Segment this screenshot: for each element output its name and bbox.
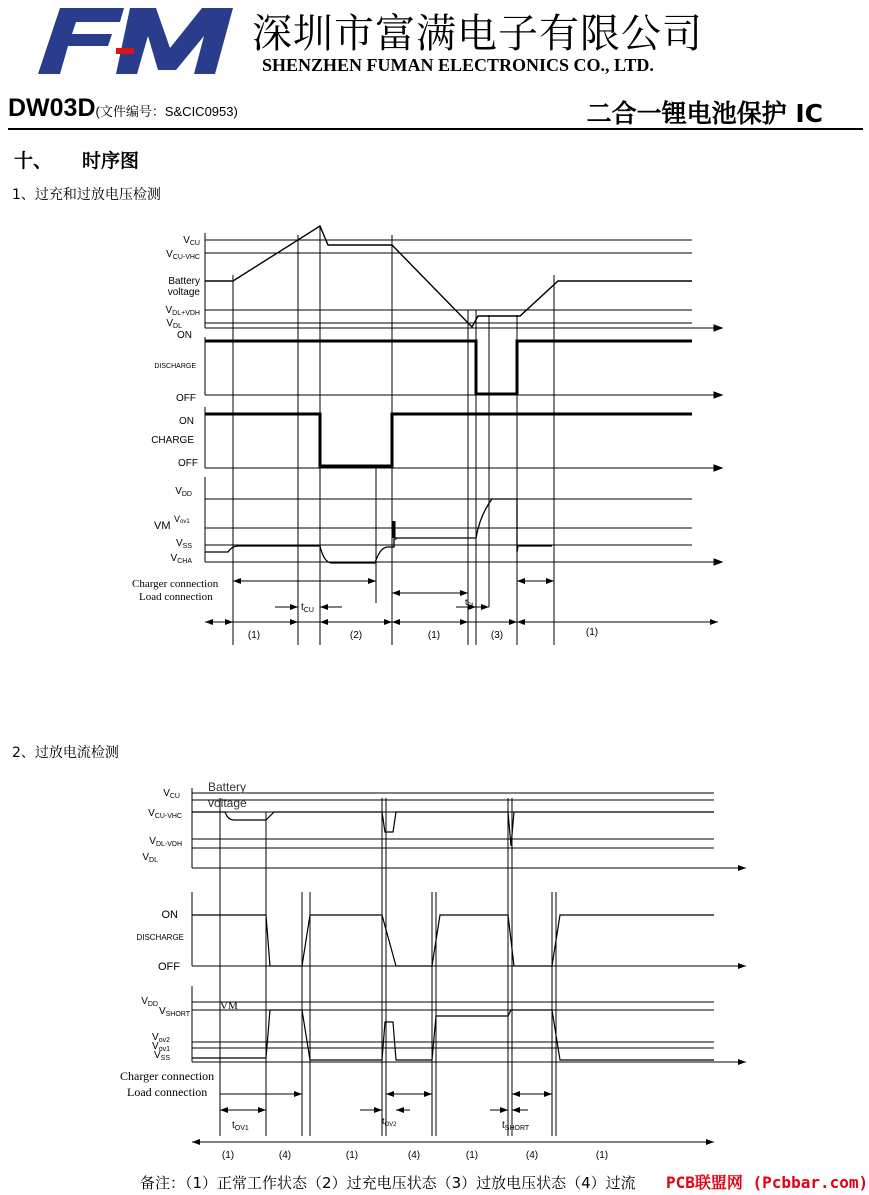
arrowhead [512, 1107, 520, 1113]
arrowhead [714, 465, 722, 471]
battery-voltage-waveform [192, 812, 714, 846]
label-vss: $V_{SS}$ [175, 538, 192, 550]
label-discharge-off: OFF [158, 961, 180, 973]
label-vdl-vdh: $V_{DL+VDH}$ [165, 305, 200, 317]
label-vdl: $V_{DL}$ [166, 318, 182, 330]
label-vdl: $V_{DL}$ [142, 852, 158, 864]
label-discharge-on: ON [161, 909, 178, 921]
label-charger-connection: Charger connection [132, 578, 219, 590]
arrowhead [544, 1091, 552, 1097]
state-label: (1) [427, 630, 441, 641]
label-tcu: $t_{CU}$ [301, 602, 314, 614]
label-tov1: $t_{OV1}$ [232, 1120, 249, 1132]
arrowhead [546, 578, 554, 584]
label-discharge-off: OFF [176, 393, 196, 404]
label-discharge: DISCHARGE [154, 363, 196, 370]
label-vov1: Vov1 [174, 514, 190, 525]
arrowhead [205, 619, 213, 625]
arrowhead [192, 1139, 200, 1145]
state-label: (4) [278, 1150, 292, 1161]
vm-waveform [192, 1010, 714, 1060]
arrowhead [225, 619, 233, 625]
label-vcu: $V_{CU}$ [183, 235, 200, 247]
arrowhead [509, 619, 517, 625]
arrowhead [220, 1107, 228, 1113]
state-label: (4) [407, 1150, 421, 1161]
label-vov2: $V_{ov2}$ [152, 1032, 170, 1044]
section-heading [14, 146, 139, 173]
doc-code: (文件编号：S&CIC0953) [95, 104, 238, 119]
arrowhead [368, 578, 376, 584]
state-label: (1) [585, 627, 599, 638]
company-name-en: SHENZHEN FUMAN ELECTRONICS CO., LTD. [262, 55, 654, 75]
arrowhead [290, 619, 298, 625]
timing-diagram-current [110, 776, 750, 1171]
label-vm: VM [220, 1000, 238, 1012]
label-battery: Battery [208, 780, 247, 794]
section-title: 时序图 [82, 150, 140, 172]
arrowhead [481, 604, 489, 610]
arrowhead [738, 865, 746, 871]
arrowhead [714, 559, 722, 565]
label-vcu-vhc: $V_{CU-VHC}$ [148, 808, 182, 820]
label-voltage: voltage [167, 287, 200, 298]
label-load-connection: Load connection [139, 591, 213, 603]
label-charge-on: ON [179, 416, 194, 427]
label-vcu: $V_{CU}$ [163, 788, 180, 800]
label-charge: CHARGE [151, 435, 194, 446]
arrowhead [517, 619, 525, 625]
watermark: PCB联盟网 (Pcbbar.com) [666, 1173, 869, 1192]
logo-accent [116, 48, 134, 54]
arrowhead [738, 1059, 746, 1065]
arrowhead [294, 1091, 302, 1097]
arrowhead [386, 1091, 394, 1097]
label-vcu-vhc: $V_{CU-VHC}$ [166, 249, 200, 261]
label-vss: $V_{SS}$ [153, 1050, 170, 1062]
arrowhead [460, 619, 468, 625]
discharge-waveform [205, 341, 692, 394]
arrowhead [290, 604, 298, 610]
vm-waveform [205, 499, 552, 563]
arrowhead [320, 619, 328, 625]
state-label: (1) [247, 630, 261, 641]
state-label: (1) [465, 1150, 479, 1161]
label-tshort: $t_{SHORT}$ [502, 1120, 530, 1132]
arrowhead [512, 1091, 520, 1097]
arrowhead [714, 325, 722, 331]
arrowhead [738, 963, 746, 969]
state-label: (4) [525, 1150, 539, 1161]
doc-model [8, 94, 238, 123]
charge-waveform [205, 414, 692, 466]
label-charge-off: OFF [178, 458, 198, 469]
arrowhead [710, 619, 718, 625]
company-name-cn: 深圳市富满电子有限公司 [252, 11, 703, 57]
label-load-connection: Load connection [127, 1085, 208, 1099]
label-vcha: $V_{CHA}$ [170, 553, 192, 565]
arrowhead [396, 1107, 404, 1113]
product-title: 二合一锂电池保护 IC [586, 99, 823, 128]
model-number: DW03D [8, 94, 96, 122]
timing-diagram-voltage [120, 215, 730, 645]
label-discharge-on: ON [177, 330, 192, 341]
diagram2-title: 2、过放电流检测 [12, 745, 119, 761]
arrowhead [714, 392, 722, 398]
state-label: (1) [221, 1150, 235, 1161]
label-vshort: $V_{SHORT}$ [158, 1006, 190, 1018]
state-label: (2) [349, 630, 363, 641]
state-label: (1) [595, 1150, 609, 1161]
label-vdl-vdh: $V_{DL-VDH}$ [149, 836, 182, 848]
arrowhead [384, 619, 392, 625]
arrowhead [517, 578, 525, 584]
discharge-waveform [192, 915, 714, 966]
arrowhead [424, 1091, 432, 1097]
label-tdl: $t_{DL}$ [465, 597, 476, 609]
label-tov2: $t_{OV2}$ [382, 1116, 397, 1128]
label-charger-connection: Charger connection [120, 1069, 215, 1083]
state-label: (1) [345, 1150, 359, 1161]
battery-voltage-waveform [205, 226, 692, 327]
label-vdd: $V_{DD}$ [141, 996, 158, 1008]
company-logo [38, 8, 233, 74]
state-label: (3) [490, 630, 504, 641]
arrowhead [233, 578, 241, 584]
footnote: 备注：（1）正常工作状态（2）过充电压状态（3）过放电压状态（4）过流 [140, 1174, 636, 1192]
arrowhead [374, 1107, 382, 1113]
arrowhead [258, 1107, 266, 1113]
arrowhead [500, 1107, 508, 1113]
label-discharge: DISCHARGE [136, 933, 184, 942]
header-divider [8, 128, 863, 130]
label-vm: VM [154, 520, 171, 532]
arrowhead [320, 604, 328, 610]
arrowhead [706, 1139, 714, 1145]
label-vov1: $V_{ov1}$ [152, 1041, 170, 1053]
arrowhead [392, 590, 400, 596]
label-voltage: voltage [208, 796, 247, 810]
label-vdd: $V_{DD}$ [175, 486, 192, 498]
logo-mark [38, 8, 233, 74]
label-battery: Battery [168, 276, 200, 287]
section-number: 十、 [14, 150, 53, 172]
diagram1-title: 1、过充和过放电压检测 [12, 187, 161, 203]
arrowhead [392, 619, 400, 625]
arrowhead [460, 590, 468, 596]
